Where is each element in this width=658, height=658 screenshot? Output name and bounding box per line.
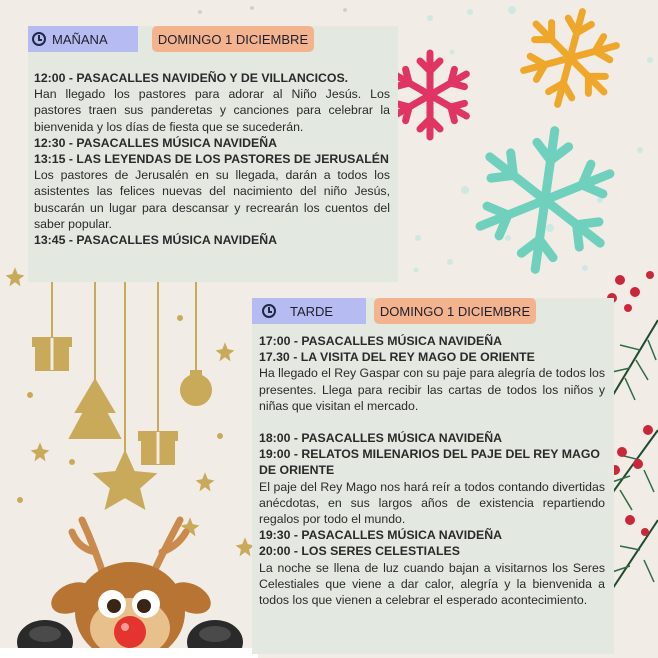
afternoon-date-tag [374, 298, 536, 324]
afternoon-date-label: DOMINGO 1 DICIEMBRE [379, 303, 531, 319]
schedule-title: 20:00 - LOS SERES CELESTIALES [259, 544, 460, 559]
schedule-title: 19:30 - PASACALLES MÚSICA NAVIDEÑA [259, 528, 503, 543]
schedule-title: 12:00 - PASACALLES NAVIDEÑO Y DE VILLANCICOS. [34, 71, 349, 85]
schedule-description: Los pastores de Jerusalén en su llegada, darán a todos los asistentes las felices nuevas del nacimiento del niño Jesús, buscarán un lugar para descansar y recrearán los cuentos del saber popular. [34, 168, 390, 231]
snowflake-icon [512, 0, 629, 117]
grey-dots [198, 6, 347, 14]
schedule-title: 19:00 - RELATOS MILENARIOS DEL PAJE DEL REY MAGO DE ORIENTE [259, 447, 600, 478]
morning-time-tag [28, 26, 138, 52]
clock-icon [262, 304, 276, 318]
schedule-description: El paje del Rey Mago nos hará reír a todos contando divertidas anécdotas, en sus largos años de existencia repartiendo regalos por todo el mundo. [259, 479, 605, 527]
schedule-title: 13:15 - LAS LEYENDAS DE LOS PASTORES DE JERUSALÉN [34, 152, 389, 167]
hanging-ornaments [8, 270, 252, 554]
schedule-title: 12:30 - PASACALLES MÚSICA NAVIDEÑA [34, 135, 278, 150]
schedule-title: 18:00 - PASACALLES MÚSICA NAVIDEÑA [259, 431, 503, 446]
snowflake-icon [389, 53, 472, 137]
schedule-description: Ha llegado el Rey Gaspar con su paje para alegría de todos los presentes. Llega para recibir las cartas de todos los niños y niñas que visitan el mercado. [259, 366, 605, 413]
schedule-description: La noche se llena de luz cuando bajan a visitarnos los Seres Celestiales que viene a dar calor, alegría y la bienvenida a todos los que vienen a celebrar el esperado acontecimiento. [259, 560, 605, 608]
afternoon-time-tag [252, 298, 366, 324]
morning-date-tag [152, 26, 314, 52]
schedule-title: 13:45 - PASACALLES MÚSICA NAVIDEÑA [34, 233, 278, 248]
christmas-tree-icon [70, 380, 120, 438]
morning-time-label: MAÑANA [52, 31, 108, 47]
morning-schedule [34, 70, 390, 248]
reindeer-illustration [0, 520, 258, 658]
schedule-title: 17:00 - PASACALLES MÚSICA NAVIDEÑA [259, 334, 503, 348]
morning-date-label: DOMINGO 1 DICIEMBRE [157, 31, 309, 47]
afternoon-time-label: TARDE [290, 303, 334, 319]
schedule-description: Han llegado los pastores para adorar al Niño Jesús. Los pastores traen sus panderetas y canciones para celebrar la bienvenida y los días de fiesta que se sucederán. [34, 87, 390, 134]
afternoon-schedule [259, 333, 605, 608]
schedule-title: 17.30 - LA VISITA DEL REY MAGO DE ORIENTE [259, 350, 535, 365]
clock-icon [32, 32, 46, 46]
ornament-icon [181, 371, 211, 405]
